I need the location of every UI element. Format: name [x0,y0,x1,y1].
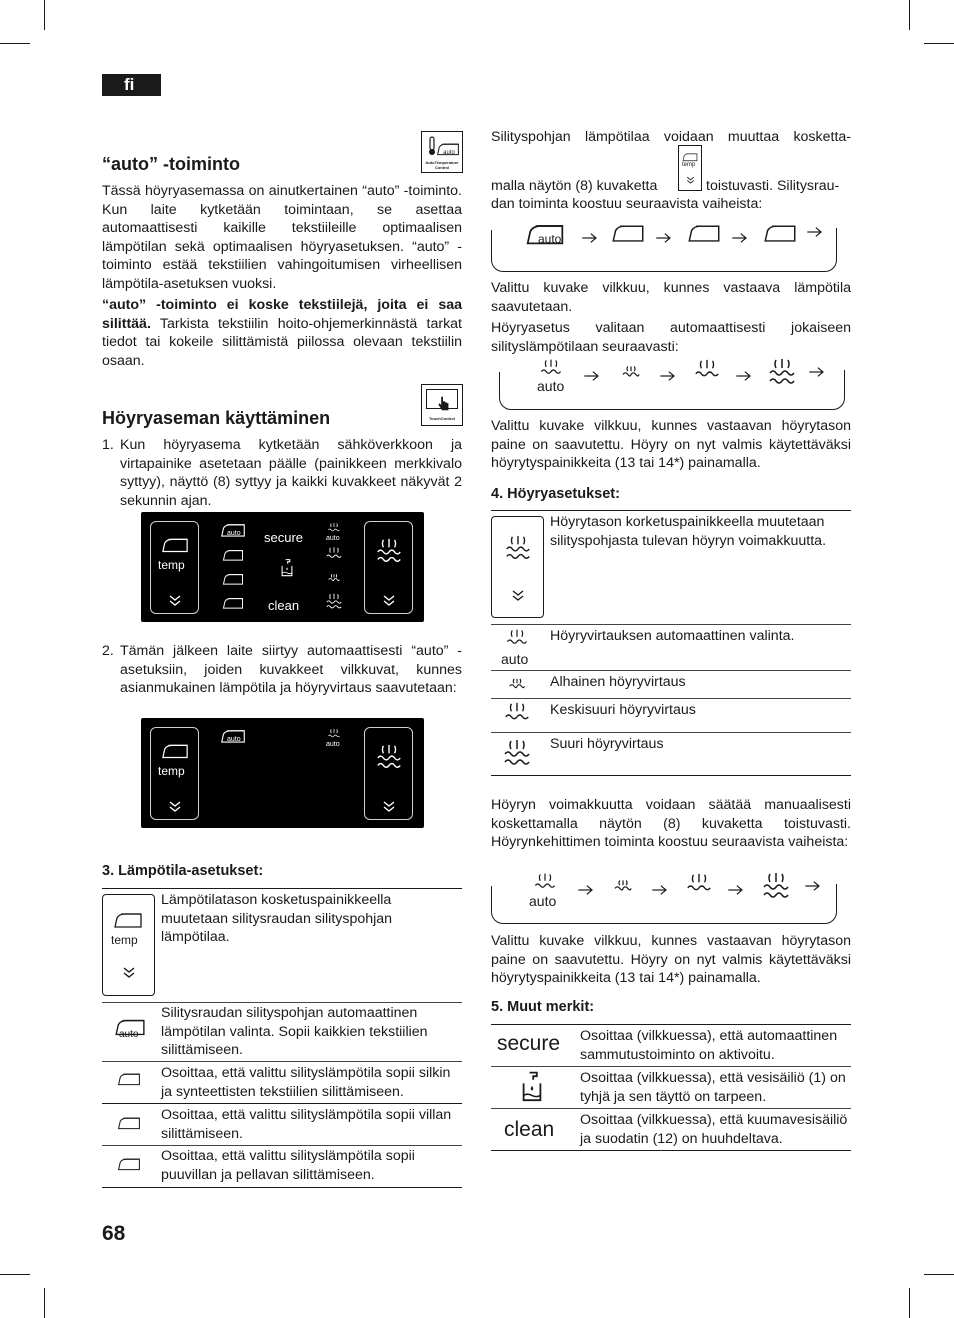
steam-auto-icon [325,728,343,742]
arrow-right-icon [581,232,599,244]
steam-button[interactable] [364,521,413,614]
touch-control-icon [421,384,463,426]
iron-two-dots-icon [117,1115,141,1131]
steam-touch-button-icon [491,516,544,618]
steam-icon [375,538,403,566]
table-rule [491,670,851,671]
display-panel-auto [141,718,424,828]
steam-medium-icon [693,358,721,386]
table-rule [102,1002,462,1003]
table-rule [491,1108,851,1109]
arrow-right-icon [655,232,673,244]
table-rule [102,1103,462,1104]
crop-mark [924,1274,954,1275]
iron-three-dots-icon [763,222,797,244]
temp-button[interactable] [150,521,199,614]
steam-auto-icon [325,522,343,536]
temp-button[interactable] [150,727,199,820]
steam-low-icon [619,360,643,384]
temp-change-intro-line2b: toistuvasti. Silitysrau- [706,178,840,194]
table-rule [491,775,851,776]
steam-high-icon [767,358,797,388]
steam-low-icon [325,570,343,586]
arrow-right-icon [577,884,595,896]
iron-auto-label: auto [119,1029,139,1040]
steam-auto-icon [503,628,531,652]
table-rule [491,624,851,625]
water-tank-icon [280,558,294,578]
temp-label: temp [111,933,138,947]
usage-section-title: Höyryaseman käyttäminen [102,408,331,428]
auto-paragraph-2 [102,296,462,370]
step-1-text: Kun höyryasema kytketään sähköverkkoon ja virtapainike asetetaan päälle (painikkeen merkkivalo syttyy), näyttö (8) syttyy ja kaikki kuvakkeet näkyvät 2 sekunnin ajan. [120,437,462,509]
other-section-title: 5. Muut merkit: [491,999,595,1015]
chevron-down-icon [168,594,182,608]
table-rule [491,1066,851,1067]
table-rule [102,1145,462,1146]
auto-temperature-icon [421,131,463,173]
auto-warning-bold: “auto” -toiminto ei koske tekstiilejä, joita ei saa silittää. [102,297,462,332]
table-rule [491,1150,851,1151]
crop-mark [924,43,954,44]
secure-description: Osoittaa (vilkkuessa), että automaattinen sammutustoiminto on aktivoitu. [580,1028,838,1063]
iron-icon [682,152,698,162]
chevron-down-icon [511,589,525,603]
steam-row-low: Alhainen höyryvirtaus [550,674,686,690]
iron-one-dot-icon [611,222,645,244]
step-2-text: Tämän jälkeen laite siirtyy automaattisesti “auto” -asetuksiin, joiden kuvakkeet vilkkuvat, kunnes asianmukainen lämpötila ja höyryvirtaus saavutetaan: [120,643,462,696]
language-tag: fi [102,74,161,96]
steam-medium-icon [503,701,531,729]
steam-auto-note: Höyryasetus valitaan automaattisesti jokaiseen silityslämpötilaan seuraavasti: [491,320,851,355]
steam-low-icon [505,673,529,695]
temperature-sequence [491,220,837,272]
steam-blink-note: Valittu kuvake vilkkuu, kunnes vastaavan höyrytason paine on saavutettu. Höyry on nyt valmis käytettäväksi höyrytyspainikkeita (13 tai 14*) painamalla. [491,418,851,471]
water-tank-icon [520,1069,544,1105]
temp-blink-note: Valittu kuvake vilkkuu, kunnes vastaava lämpötila saavutetaan. [491,280,851,315]
table-rule [102,1061,462,1062]
step-2-number: 2. [102,643,114,659]
arrow-right-icon [727,884,745,896]
steam-high-icon [502,738,532,770]
temp-row-auto: Silitysraudan silityspohjan automaattinen lämpötilan valinta. Sopii kaikkien tekstiilien silittämiseen. [161,1005,428,1058]
iron-icon [161,742,189,760]
steam-icon [375,744,403,772]
arrow-right-icon [659,370,677,382]
steam-row-high: Suuri höyryvirtaus [550,736,664,752]
steam-row-auto: Höyryvirtauksen automaattinen valinta. [550,628,795,644]
chevron-down-icon [382,800,396,814]
table-rule [102,1187,462,1188]
temp-change-intro-line1: Silityspohjan lämpötilaa voidaan muuttaa kosketta- [491,129,851,145]
temp-touch-button-icon [102,894,155,996]
steam-auto-label: auto [537,378,565,394]
clean-description: Osoittaa (vilkkuessa), että kuumavesisäiliö ja suodatin (12) on huuhdeltava. [580,1112,848,1147]
table-rule [491,732,851,733]
secure-label: secure [497,1032,561,1055]
steam-medium-icon [685,872,713,900]
iron-icon [161,536,189,554]
crop-mark [909,0,910,30]
temp-row-1-dot: Osoittaa, että valittu silityslämpötila sopii silkin ja synteettisten tekstiilien silittämiseen. [161,1065,451,1100]
temp-label: temp [682,162,696,168]
steam-high-icon [761,872,791,902]
icon-caption: TouchControl [429,416,455,421]
water-tank-description: Osoittaa (vilkkuessa), että vesisäiliö (1) on tyhjä ja sen täyttö on tarpeen. [580,1070,846,1105]
iron-auto-label: auto [227,530,241,537]
iron-one-dot-icon [117,1071,141,1087]
steam-auto-label: auto [326,741,340,748]
iron-three-dots-icon [117,1156,141,1172]
crop-mark [44,1288,45,1318]
crop-mark [909,1288,910,1318]
step-1-number: 1. [102,437,114,453]
steam-low-icon [611,874,635,898]
iron-auto-label: auto [538,232,562,246]
iron-one-dot-icon [222,548,244,562]
steam-high-icon [325,593,343,611]
temp-inline-icon [678,145,702,191]
iron-icon [113,911,143,929]
crop-mark [44,0,45,30]
steam-section-title: 4. Höyryasetukset: [491,486,620,502]
table-rule [491,1024,851,1025]
steam-button[interactable] [364,727,413,820]
crop-mark [0,43,30,44]
temp-row-3-dots: Osoittaa, että valittu silityslämpötila sopii puuvillan ja pellavan silittämiseen. [161,1148,415,1183]
arrow-right-icon [583,370,601,382]
auto-section-title: “auto” -toiminto [102,154,240,174]
temp-section-title: 3. Lämpötila-asetukset: [102,863,264,879]
steam-intro: Höyrytason korketuspainikkeella muutetaan silityspohjasta tulevan höyryn voimakkuutta. [550,514,827,549]
crop-mark [0,1274,30,1275]
chevron-down-icon [382,594,396,608]
iron-auto-label: auto [227,736,241,743]
temp-label: temp [158,558,185,572]
auto-icon-label: auto [443,150,455,156]
steam-manual-sequence [491,872,837,924]
chevron-down-icon [168,800,182,814]
steam-manual-note: Höyryn voimakkuutta voidaan säätää manuaalisesti koskettamalla näytön (8) kuvaketta toistuvasti. Höyrynkehittimen toiminta koostuu seuraavista vaiheista: [491,797,851,850]
clean-label: clean [504,1118,555,1141]
arrow-right-icon [735,370,753,382]
temp-change-intro-line2a: malla näytön (8) kuvaketta [491,178,658,194]
auto-paragraph-1: Tässä höyryasemassa on ainutkertainen “auto” -toiminto. Kun laite kytketään toimintaan, se asettaa automaattisesti kaikille tekstiileille optimaalisen lämpötilan sekä optimaalisen höyryasetuksen. “auto” -toiminto estää tekstiilien vahingoitumisen virheellisen lämpötila-asetuksen vuoksi. [102,183,462,292]
arrow-right-icon [651,884,669,896]
arrow-return-icon [805,366,829,378]
iron-three-dots-icon [222,596,244,610]
arrow-return-icon [803,226,827,238]
steam-row-medium: Keskisuuri höyryvirtaus [550,702,696,718]
iron-two-dots-icon [222,572,244,586]
steam-icon [504,535,532,563]
temp-row-2-dots: Osoittaa, että valittu silityslämpötila sopii villan silittämiseen. [161,1107,452,1142]
steam-auto-label: auto [501,651,529,667]
chevron-down-icon [122,966,136,980]
steam-blink-note-2: Valittu kuvake vilkkuu, kunnes vastaavan höyrytason paine on saavutettu. Höyry on nyt valmis käytettäväksi höyrytyspainikkeita (13 tai 14*) painamalla. [491,933,851,986]
clean-label: clean [268,598,300,613]
secure-label: secure [264,530,304,545]
temp-change-intro-line3: dan toiminta koostuu seuraavista vaiheista: [491,196,763,212]
steam-auto-label: auto [326,535,340,542]
display-panel-all-icons [141,512,424,622]
temp-intro: Lämpötilatason kosketuspainikkeella muutetaan silitysraudan silityspohjan lämpötilaa. [161,892,393,945]
table-rule [102,888,462,889]
table-rule [491,698,851,699]
arrow-return-icon [801,880,825,892]
page-number: 68 [102,1222,126,1245]
steam-auto-sequence [499,358,845,410]
arrow-right-icon [731,232,749,244]
steam-auto-label: auto [529,893,557,909]
table-rule [491,510,851,511]
temp-label: temp [158,764,185,778]
auto-warning-rest: Tarkista tekstiilin hoito-ohjemerkinnästä tarkat tiedot tai kokeile silittämistä piilossa olevaan tekstiilin osaan. [102,315,462,369]
steam-medium-icon [325,546,343,564]
hand-icon [434,395,452,413]
iron-two-dots-icon [687,222,721,244]
icon-caption: AutoTemperature Control [425,160,459,170]
chevron-down-icon [686,176,695,185]
